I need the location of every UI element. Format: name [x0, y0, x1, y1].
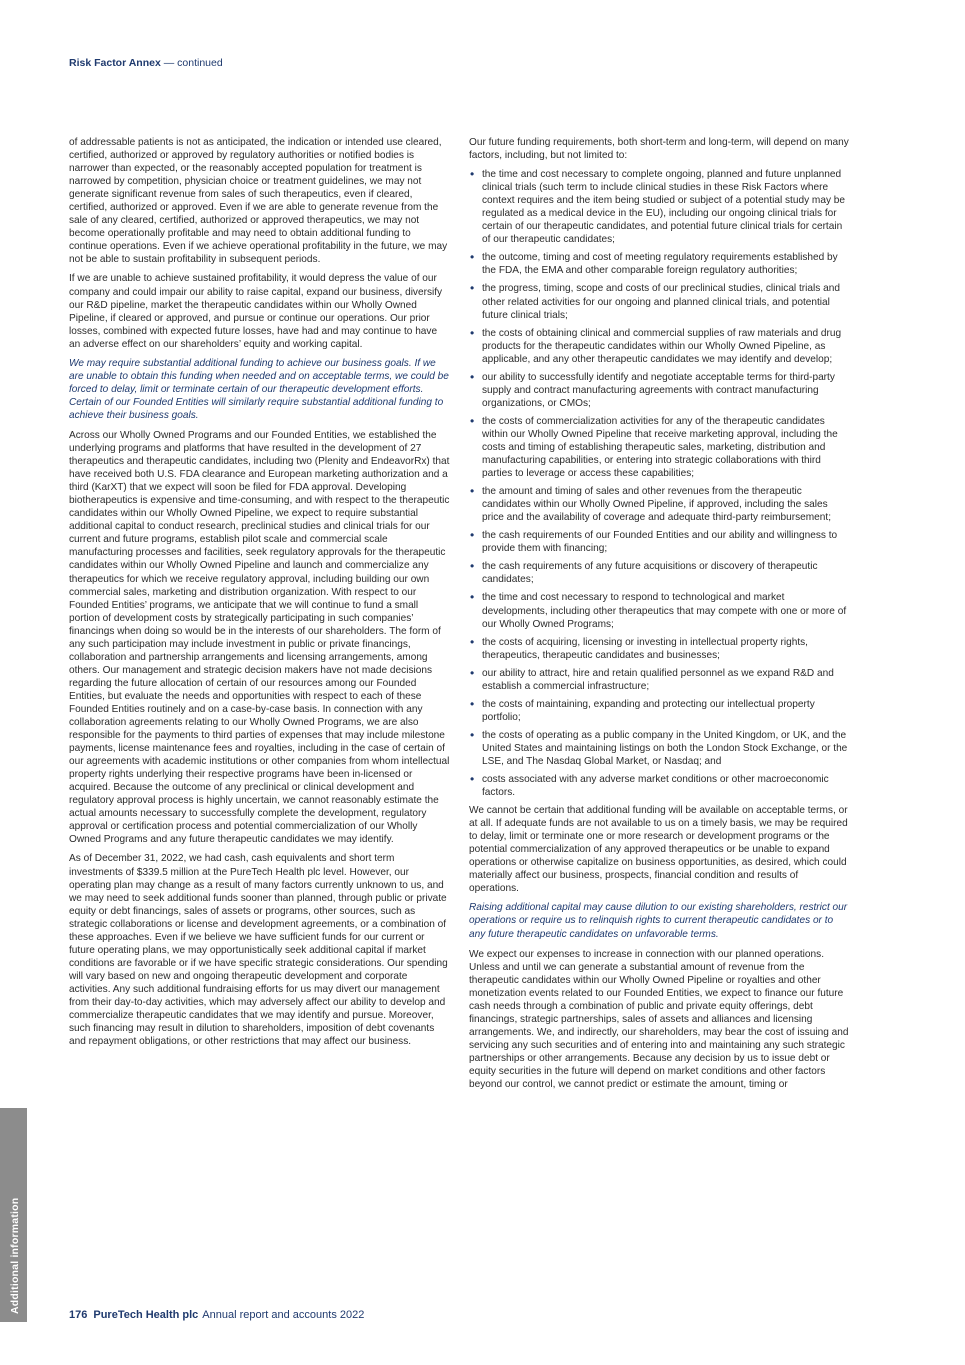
- list-item: [469, 415, 850, 480]
- list-item-text: the cash requirements of our Founded Entities and our ability and willingness to provide them with financing;: [482, 530, 838, 555]
- report-title: Annual report and accounts 2022: [202, 1309, 365, 1321]
- section-title-suffix: — continued: [160, 57, 223, 69]
- bullet-icon: •: [470, 281, 475, 296]
- list-item: [469, 485, 850, 524]
- list-item-text: the costs of maintaining, expanding and protecting our intellectual property portfolio;: [482, 698, 815, 723]
- bullet-icon: •: [470, 696, 475, 711]
- list-item: [469, 529, 850, 555]
- bullet-icon: •: [470, 369, 475, 384]
- list-item-text: the cash requirements of any future acquisitions or discovery of therapeutic candidates;: [482, 561, 818, 586]
- paragraph: We expect our expenses to increase in connection with our planned operations. Unless and until we can generate a substantial amount of revenue from the therapeutic candidates within our Wholly Owned Pipeline or royalties and other monetization events related to our Founded Entities, we expect to finance our future cash needs through a combination of public and private equity offerings, debt financings, strategic partnerships, sales of assets and alliances and licensing arrangements. We, and indirectly, our shareholders, may bear the cost of issuing and servicing any such securities and of entering into and maintaining any such strategic partnerships or other arrangements. Because any decision by us to issue debt or equity securities in the future will depend on market conditions and other factors beyond our control, we cannot predict or estimate the amount, timing or: [469, 948, 849, 1091]
- bullet-icon: •: [470, 167, 475, 182]
- list-item: [469, 729, 850, 768]
- section-title: Risk Factor Annex: [69, 57, 161, 69]
- left-column: [69, 136, 450, 1054]
- bullet-icon: •: [470, 634, 475, 649]
- list-item: [469, 168, 850, 246]
- list-item-text: our ability to attract, hire and retain qualified personnel as we expand R&D and establish a commercial infrastructure;: [482, 667, 834, 692]
- list-item-text: the time and cost necessary to complete ongoing, planned and future unplanned clinical trials (such term to include clinical studies in these Risk Factors where context requires and the item being studied or subject of a potential study may be regulated as a medical device in the EU), including our ongoing clinical trials for certain of our therapeutic candidates, and potential future clinical trials for certain of our therapeutic candidates;: [482, 169, 846, 246]
- paragraph: We cannot be certain that additional funding will be available on acceptable terms, or at all. If adequate funds are not available to us on a timely basis, we may be required to delay, limit or terminate one or more research or development programs or the potential commercialization of any approved therapeutics or be unable to expand operations or otherwise capitalize on business opportunities, as desired, which could materially affect our business, prospects, financial condition and results of operations.: [469, 805, 848, 895]
- list-item: [469, 251, 850, 277]
- list-item: [469, 282, 850, 321]
- risk-heading: Raising additional capital may cause dilution to our existing shareholders, restrict our operations or require us to relinquish rights to current therapeutic candidates or to any future therapeutic candidates on unfavorable terms.: [469, 902, 848, 940]
- page-footer: [69, 1309, 364, 1321]
- funding-factors-list: [469, 168, 850, 799]
- bullet-icon: •: [470, 665, 475, 680]
- paragraph: If we are unable to achieve sustained profitability, it would depress the value of our company and could impair our ability to raise capital, expand our business, diversify our R&D pipeline, market the therapeutic candidates within our Wholly Owned Pipeline, if cleared or approved, and pursue or continue our operations. Our prior losses, combined with expected future losses, have had and may continue to have an adverse effect on our shareholders’ equity and working capital.: [69, 273, 443, 350]
- list-item: [469, 591, 850, 630]
- bullet-icon: •: [470, 772, 475, 787]
- bullet-icon: •: [470, 484, 475, 499]
- bullet-icon: •: [470, 250, 475, 265]
- list-item: [469, 371, 850, 410]
- list-item-text: the costs of commercialization activities for any of the therapeutic candidates within our Wholly Owned Pipeline that receive marketing approval, including the costs and timing of establishing therapeutic sales, marketing, distribution and manufacturing capabilities, or entering into strategic collaborations with third parties to leverage or access these capabilities;: [482, 415, 838, 480]
- list-item-text: the costs of obtaining clinical and commercial supplies of raw materials and drug products for the therapeutic candidates within our Wholly Owned Pipeline, as applicable, and any other therapeutic candidates we may identify and develop;: [482, 327, 842, 365]
- list-item: [469, 667, 850, 693]
- company-name: PureTech Health plc: [93, 1309, 199, 1321]
- paragraph: Our future funding requirements, both short-term and long-term, will depend on many factors, including, but not limited to:: [469, 137, 849, 162]
- list-item-text: the outcome, timing and cost of meeting regulatory requirements established by the FDA, the EMA and other comparable foreign regulatory authorities;: [482, 252, 838, 277]
- bullet-icon: •: [470, 727, 475, 742]
- bullet-icon: •: [470, 590, 475, 605]
- list-item-text: costs associated with any adverse market conditions or other macroeconomic factors.: [482, 774, 829, 799]
- right-column: [469, 136, 850, 1097]
- page-number: 176: [69, 1309, 88, 1321]
- list-item-text: the costs of operating as a public company in the United Kingdom, or UK, and the United States and maintaining listings on both the London Stock Exchange, or the LSE, and The Nasdaq Global Market, or Nasdaq; and: [482, 729, 848, 767]
- bullet-icon: •: [470, 528, 475, 543]
- risk-heading: We may require substantial additional funding to achieve our business goals. If we are unable to obtain this funding when needed and on acceptable terms, we could be forced to delay, limit or terminate certain of our therapeutic development efforts. Certain of our Founded Entities will similarly require substantial additional funding to achieve their business goals.: [69, 357, 449, 421]
- list-item: [469, 560, 850, 586]
- list-item-text: the time and cost necessary to respond to technological and market developments, including other therapeutics that may compete with one or more of our Wholly Owned Programs;: [482, 592, 847, 630]
- section-side-tab[interactable]: [0, 1108, 27, 1322]
- side-tab-label: Additional information: [9, 1197, 21, 1314]
- bullet-icon: •: [470, 325, 475, 340]
- list-item-text: the progress, timing, scope and costs of our preclinical studies, clinical trials and other related activities for our ongoing and planned clinical trials, and potential future clinical trials;: [482, 283, 840, 321]
- running-header: [69, 57, 223, 69]
- list-item-text: our ability to successfully identify and negotiate acceptable terms for third-party supply and contract manufacturing agreements with contract manufacturing organizations, or CMOs;: [482, 371, 835, 409]
- list-item: [469, 773, 850, 799]
- list-item: [469, 636, 850, 662]
- paragraph: As of December 31, 2022, we had cash, cash equivalents and short term investments of $339.5 million at the PureTech Health plc level. However, our operating plan may change as a result of many factors currently unknown to us, and we may need to seek additional funds sooner than planned, through public or private equity or debt financings, sales of assets or programs, other sources, such as strategic collaborations or license and development agreements, or a combination of these approaches. Even if we believe we have sufficient funds for our current or future operating plans, we may opportunistically seek additional capital if market conditions are favorable or if we have specific strategic considerations. Our spending will vary based on new and ongoing therapeutic development and corporate activities. Any such additional fundraising efforts for us may divert our management from their day-to-day activities, which may adversely affect our ability to develop and commercialize therapeutic candidates that we may identify and pursue. Moreover, such financing may result in dilution to shareholders, imposition of debt covenants and repayment obligations, or other restrictions that may affect our business.: [69, 853, 448, 1048]
- bullet-icon: •: [470, 413, 475, 428]
- list-item: [469, 698, 850, 724]
- list-item-text: the amount and timing of sales and other revenues from the therapeutic candidates within our Wholly Owned Pipeline, if approved, including the sales price and the availability of coverage and adequate third-party reimbursement;: [482, 486, 831, 524]
- paragraph: Across our Wholly Owned Programs and our Founded Entities, we established the underlying programs and platforms that have resulted in the development of 27 therapeutics and therapeutic candidates, including two (Plenity and EndeavorRx) that have received both U.S. FDA clearance and European marketing authorization and a third (KarXT) that we expect will soon be filed for FDA approval. Developing biotherapeutics is expensive and time-consuming, and with respect to the therapeutic candidates within our Wholly Owned Pipeline, we expect to require substantial additional capital to conduct research, preclinical studies and clinical trials for our current and future programs, establish pilot scale and commercial scale manufacturing processes and facilities, seek regulatory approvals for the therapeutic candidates within our Wholly Owned Pipeline and launch and commercialize any therapeutics for which we receive regulatory approval, including building our own commercial sales, marketing and distribution organization. With respect to our Founded Entities’ programs, we anticipate that we will continue to fund a small portion of development costs by strategically participating in such companies’ financings when doing so would be in the interests of our shareholders. The form of any such participation may include investment in public or private financings, collaboration and partnership arrangements and licensing arrangements, among others. Our management and strategic decision makers have not made decisions regarding the future allocation of certain of our resources among our Founded Entities, but evaluate the needs and opportunities with respect to each of these Founded Entities routinely and on a case-by-case basis. In connection with any collaboration agreements relating to our Wholly Owned Programs, we are also responsible for the payments to third parties of expenses that may include milestone payments, license maintenance fees and royalties, including in the case of certain of our agreements with academic institutions or other companies from whom intellectual property rights underlying their respective programs have been in-licensed or acquired. Because the outcome of any preclinical or clinical development and regulatory approval process is highly uncertain, we cannot reasonably estimate the actual amounts necessary to successfully complete the development, regulatory approval or certification process and potential commercialization of our Wholly Owned Programs and any future therapeutic candidates we may identify.: [69, 429, 450, 846]
- list-item-text: the costs of acquiring, licensing or investing in intellectual property rights, therapeutics, therapeutic candidates and businesses;: [482, 636, 808, 661]
- bullet-icon: •: [470, 559, 475, 574]
- list-item: [469, 327, 850, 366]
- paragraph: of addressable patients is not as anticipated, the indication or intended use cleared, certified, authorized or approved by regulatory authorities or notified bodies is narrower than expected, or the reasonably accepted population for treatment is narrowed by competition, physician choice or treatment guidelines, we may not generate significant revenue from sales of such therapeutics, even if cleared, certified, authorized or approved. Even if we are able to generate revenue from the sale of any cleared, certified, authorized or approved therapeutics, we may not become operationally profitable and may need to obtain additional funding to continue operations. Even if we achieve operational profitability in the future, we may not be able to sustain profitability in subsequent periods.: [69, 137, 448, 266]
